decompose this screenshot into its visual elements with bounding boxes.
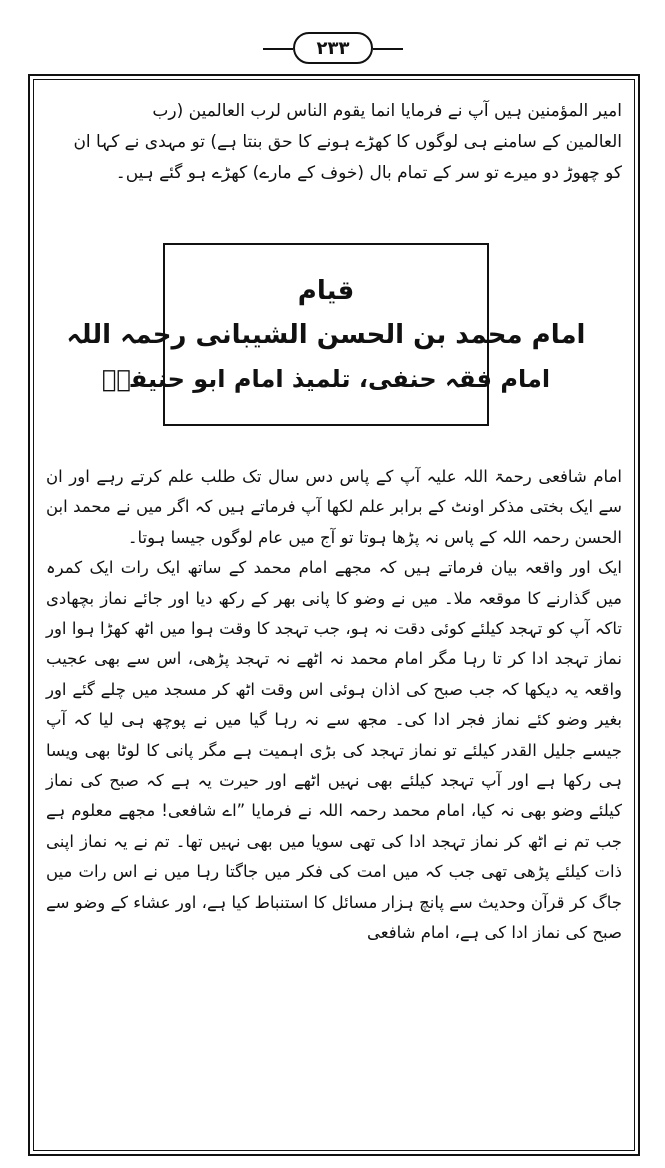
chapter-subject-name: امام محمد بن الحسن الشیبانی رحمہ اللہ: [66, 319, 586, 350]
chapter-title-box: [66, 243, 586, 426]
body-paragraph: ایک اور واقعہ بیان فرماتے ہیں کہ مجھے امام محمد کے ساتھ ایک رات ایک کمرہ میں گذارنے کا موقعہ ملا۔ میں نے وضو کا پانی بھر کے رکھ دیا اور جائے نماز بچھادی تاکہ آپ کو تہجد کیلئے کوئی دقت نہ ہو، جب تہجد کا وقت ہوا میں اٹھ کھڑا ہوا اور نماز تہجد ادا کر تا رہا مگر امام محمد نہ اٹھے نہ تہجد پڑھی، اس سے بھی عجیب واقعہ یہ دیکھا کہ جب صبح کی اذان ہوئی اس وقت اٹھ کر مسجد میں چلے گئے اور بغیر وضو کئے نماز فجر ادا کی۔ مجھ سے نہ رہا گیا میں نے پوچھ ہی لیا کہ آپ جیسے جلیل القدر کیلئے تو نماز تہجد کی بڑی اہمیت ہے مگر پانی کا لوٹا بھی ویسا ہی رکھا ہے اور آپ تہجد کیلئے بھی نہیں اٹھے اور حیرت یہ ہے کہ صبح کی نماز کیلئے وضو بھی نہ کیا، امام محمد رحمہ اللہ نے فرمایا ”اے شافعی! مجھے معلوم ہے جب تم نے اٹھ کر نماز تہجد ادا کی تھی سویا میں بھی نہیں تھا۔ تم نے یہ نماز اپنی ذات کیلئے پڑھی تھی جب کہ میں امت کی فکر میں جاگتا رہا میں نے اس رات میں جاگ کر قرآن وحدیث سے پانچ ہزار مسائل کا استنباط کیا ہے، اور عشاء کے وضو سے صبح کی نماز ادا کی ہے، امام شافعی: [46, 558, 622, 943]
intro-line: امیر المؤمنین ہیں آپ نے فرمایا انما یقوم الناس لرب العالمین (رب: [152, 101, 622, 121]
body-text: [46, 462, 622, 949]
intro-line: کو چھوڑ دو میرے تو سر کے تمام بال (خوف کے مارے) کھڑے ہو گئے ہیں۔: [115, 163, 622, 183]
intro-text: [46, 96, 622, 189]
body-paragraph: امام شافعی رحمۃ اللہ علیہ آپ کے پاس دس سال تک طلب علم کرتے رہے اور ان سے ایک بختی مذکر اونٹ کے برابر علم لکھا آپ فرماتے ہیں کہ اگر میں نے محمد ابن الحسن رحمہ اللہ کے پاس نہ پڑھا ہوتا تو آج میں عام لوگوں جیسا ہوتا۔: [46, 467, 622, 547]
page-number: ۲۳۳: [293, 32, 373, 64]
chapter-subject-title: امام فقہ حنفی، تلمیذ امام ابو حنیفہؒ: [101, 364, 551, 393]
intro-line: العالمین کے سامنے ہی لوگوں کا کھڑے ہونے کا حق بنتا ہے) تو مہدی نے کہا ان: [73, 132, 622, 152]
chapter-heading: قیام: [297, 275, 355, 306]
